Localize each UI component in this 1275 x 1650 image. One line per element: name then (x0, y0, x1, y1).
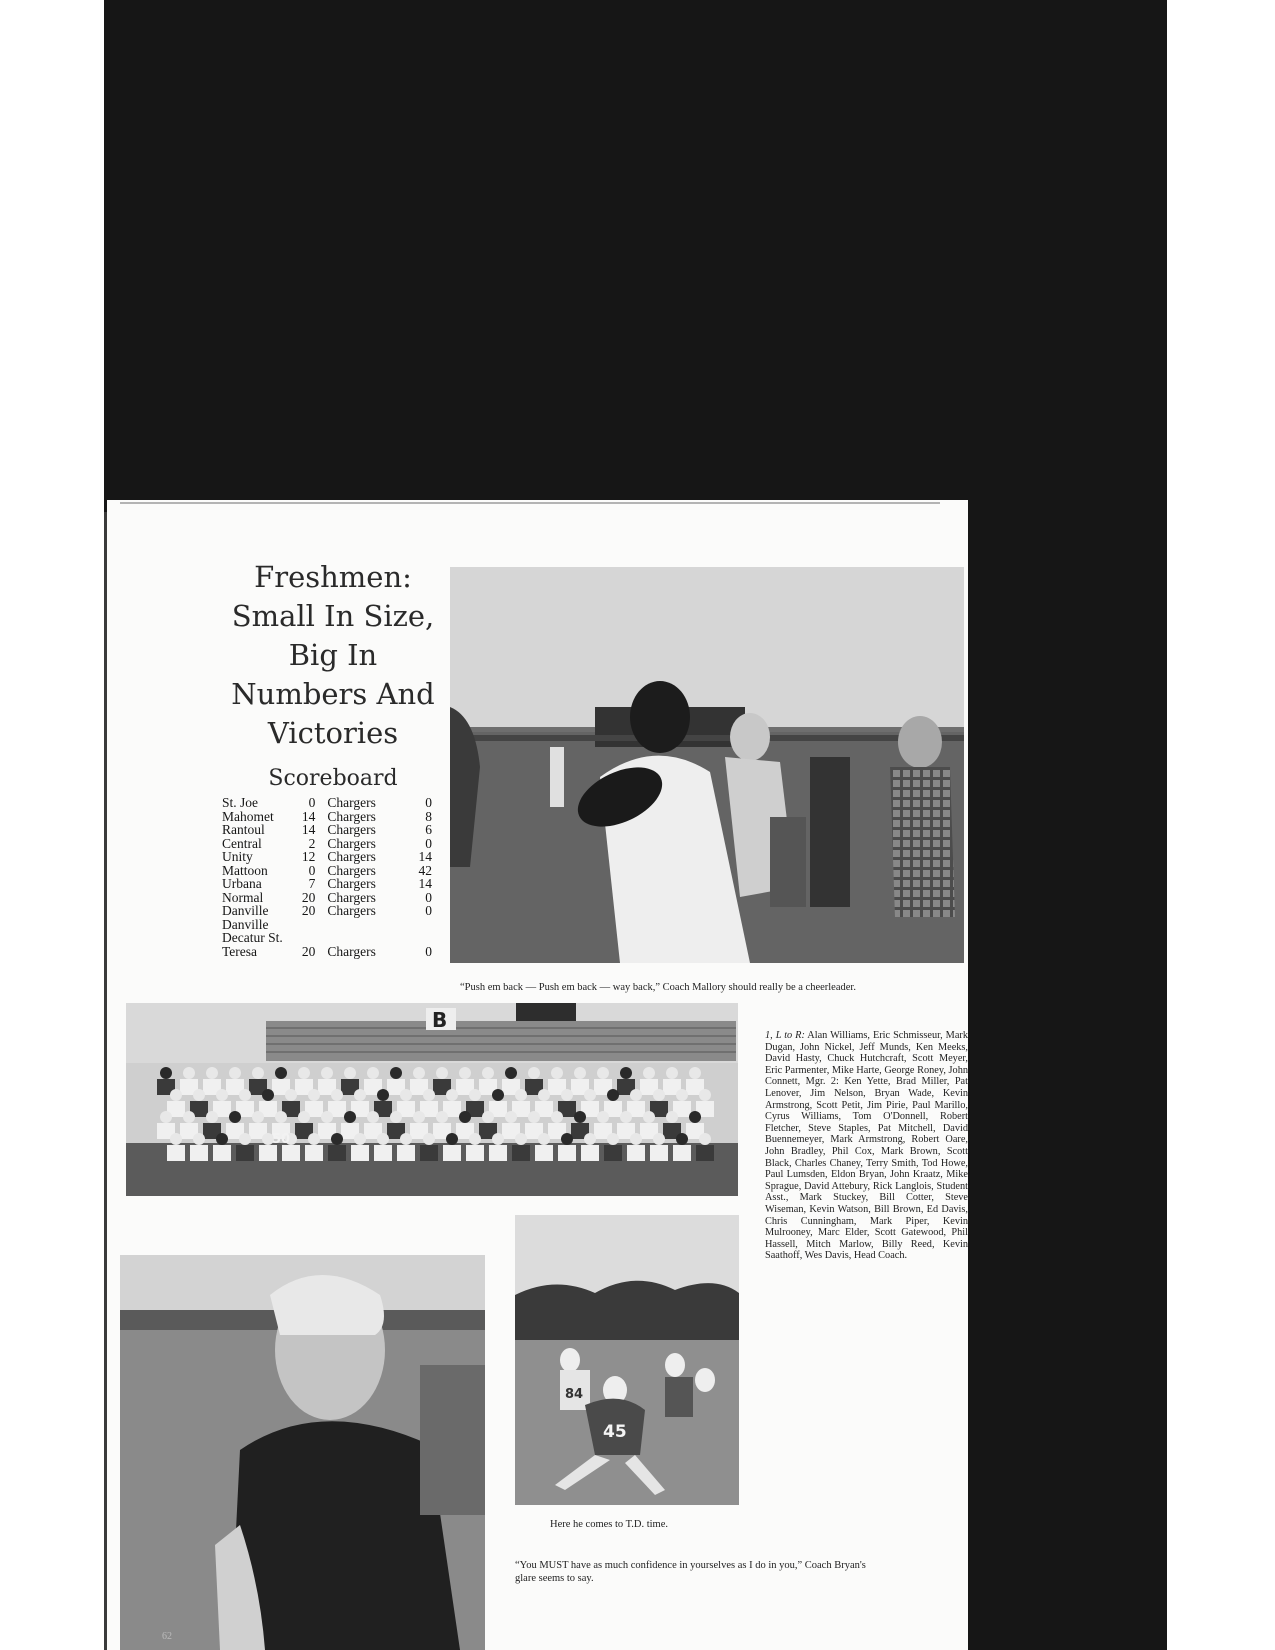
scoreboard-row (222, 904, 432, 918)
scoreboard-opp-score (289, 931, 315, 945)
scan-dark-border-right (968, 512, 1167, 1650)
scoreboard-title: Scoreboard (268, 766, 398, 791)
scoreboard-row (222, 810, 432, 824)
scoreboard-team: Chargers (327, 835, 376, 851)
photo-coach-mallory (450, 567, 964, 963)
caption-team-roster (765, 1030, 968, 1262)
scoreboard-team-score: 6 (425, 822, 433, 837)
scoreboard-table (222, 796, 432, 958)
scoreboard-opponent: Urbana (222, 876, 262, 891)
scoreboard-team-score: 14 (418, 849, 433, 864)
scoreboard-team: Chargers (327, 862, 376, 878)
scoreboard-team-score: 42 (418, 862, 433, 878)
scoreboard-team: Chargers (327, 889, 376, 905)
scoreboard-opponent: Central (222, 835, 262, 851)
scoreboard-team: Chargers (327, 808, 376, 824)
scoreboard-opp-score: 7 (308, 876, 316, 891)
jersey-number: 84 (565, 1387, 584, 1402)
scoreboard-opp-score: 14 (301, 822, 316, 837)
scoreboard-opponent: Normal (222, 889, 264, 905)
scoreboard-row (222, 837, 432, 851)
title-line: Small In Size, (231, 599, 435, 633)
scoreboard-opponent: Danville (222, 916, 269, 932)
scoreboard-opp-score: 12 (301, 849, 316, 864)
photo-team-group (126, 1003, 738, 1196)
title-line: Numbers And (231, 677, 435, 711)
scoreboard-team-score: 0 (425, 903, 433, 918)
scoreboard-team-score: 14 (418, 876, 433, 891)
scoreboard-row (222, 945, 432, 959)
roster-lead: 1, L to R: (765, 1030, 805, 1041)
photo-coach-bryan (120, 1255, 485, 1650)
scoreboard-team: Chargers (327, 795, 376, 810)
scoreboard-team: Chargers (327, 822, 376, 837)
scoreboard-row (222, 891, 432, 905)
scoreboard-opp-score: 20 (301, 943, 316, 959)
page-number: 62 (162, 1631, 172, 1642)
scoreboard-opponent: Unity (222, 849, 253, 864)
scoreboard-team-score: 0 (425, 889, 433, 905)
scoreboard-opp-score (289, 918, 315, 932)
scoreboard-opponent: Rantoul (222, 822, 265, 837)
scoreboard-team-score: 0 (425, 943, 433, 959)
caption-coach-bryan: “You MUST have as much confidence in yourselves as I do in you,” Coach Bryan's glare seems to say. (515, 1560, 866, 1584)
scoreboard-team: Chargers (327, 943, 376, 959)
scoreboard-opp-score: 20 (301, 903, 316, 918)
stand-letter: B (432, 1008, 448, 1032)
scoreboard-opponent: Teresa (222, 943, 258, 959)
caption-td-time: Here he comes to T.D. time. (550, 1519, 668, 1530)
scoreboard-team-score: 0 (425, 795, 433, 810)
scoreboard-row (222, 931, 432, 945)
scoreboard-team-score (411, 931, 432, 945)
scoreboard-team (315, 918, 411, 932)
title-line: Big In (288, 638, 378, 672)
title-line: Victories (267, 716, 399, 750)
page-title (213, 558, 453, 753)
scan-dark-border-top (104, 0, 1167, 512)
scoreboard-team-score (411, 918, 432, 932)
roster-names: Alan Williams, Eric Schmisseur, Mark Dugan, John Nickel, Jeff Munds, Ken Meeks, David Hasty, Chuck Hutchcraft, Scott Meyer, Eric Parmenter, Mike Harte, George Roney, John Connett, Mgr. 2: Ken Yette, Brad Miller, Pat Lenover, Jim Nelson, Bryan Wade, Kevin Armstrong, Scott Petit, Jim Pirie, Paul Marillo, Cyrus Williams, Tom O'Donnell, Robert Fletcher, Steve Staples, Pat Mitchell, David Buennemeyer, Mark Armstrong, Robert Oare, John Bradley, Phil Cox, Mark Brown, Scott Black, Charles Chaney, Terry Smith, Tod Howe, Paul Lumsden, Eldon Bryan, John Kraatz, Mike Sprague, David Attebury, Rick Langlois, Student Asst., Mark Stuckey, Bill Cotter, Steve Wiseman, Kevin Watson, Bill Brown, Ed Davis, Chris Cunningham, Mark Piper, Kevin Mulrooney, Marc Elder, Scott Gatewood, Phil Hassell, Mitch Marlow, Billy Reed, Kevin Saathoff, Wes Davis, Head Coach. (765, 1030, 968, 1262)
scoreboard-opp-score: 0 (308, 795, 316, 810)
scoreboard-team (315, 931, 411, 945)
scoreboard-team-score: 8 (425, 808, 433, 824)
scoreboard-opp-score: 20 (301, 889, 316, 905)
jersey-number: 45 (603, 1422, 627, 1442)
scoreboard-opp-score: 2 (308, 835, 316, 851)
title-line: Freshmen: (254, 560, 412, 594)
scoreboard-row (222, 796, 432, 810)
scoreboard-team: Chargers (327, 849, 376, 864)
caption-coach-mallory: “Push em back — Push em back — way back,” Coach Mallory should really be a cheerleader. (460, 982, 856, 993)
scoreboard-row (222, 864, 432, 878)
scoreboard-row (222, 823, 432, 837)
scoreboard-row (222, 877, 432, 891)
scoreboard-team: Chargers (327, 903, 376, 918)
scoreboard-team: Chargers (327, 876, 376, 891)
scoreboard-opponent: Mahomet (222, 808, 274, 824)
jersey-number: 50 (272, 1132, 291, 1147)
scoreboard-opponent: Decatur St. (222, 930, 283, 945)
scoreboard-opponent: Danville (222, 903, 269, 918)
scoreboard-opponent: St. Joe (222, 795, 259, 810)
scoreboard-opp-score: 14 (301, 808, 316, 824)
photo-td-run (515, 1215, 739, 1505)
scoreboard-team-score: 0 (425, 835, 433, 851)
scoreboard-opp-score: 0 (308, 862, 316, 878)
scoreboard-opponent: Mattoon (222, 862, 268, 878)
scoreboard-row (222, 918, 432, 932)
page-fold-line (120, 502, 940, 504)
scoreboard-row (222, 850, 432, 864)
